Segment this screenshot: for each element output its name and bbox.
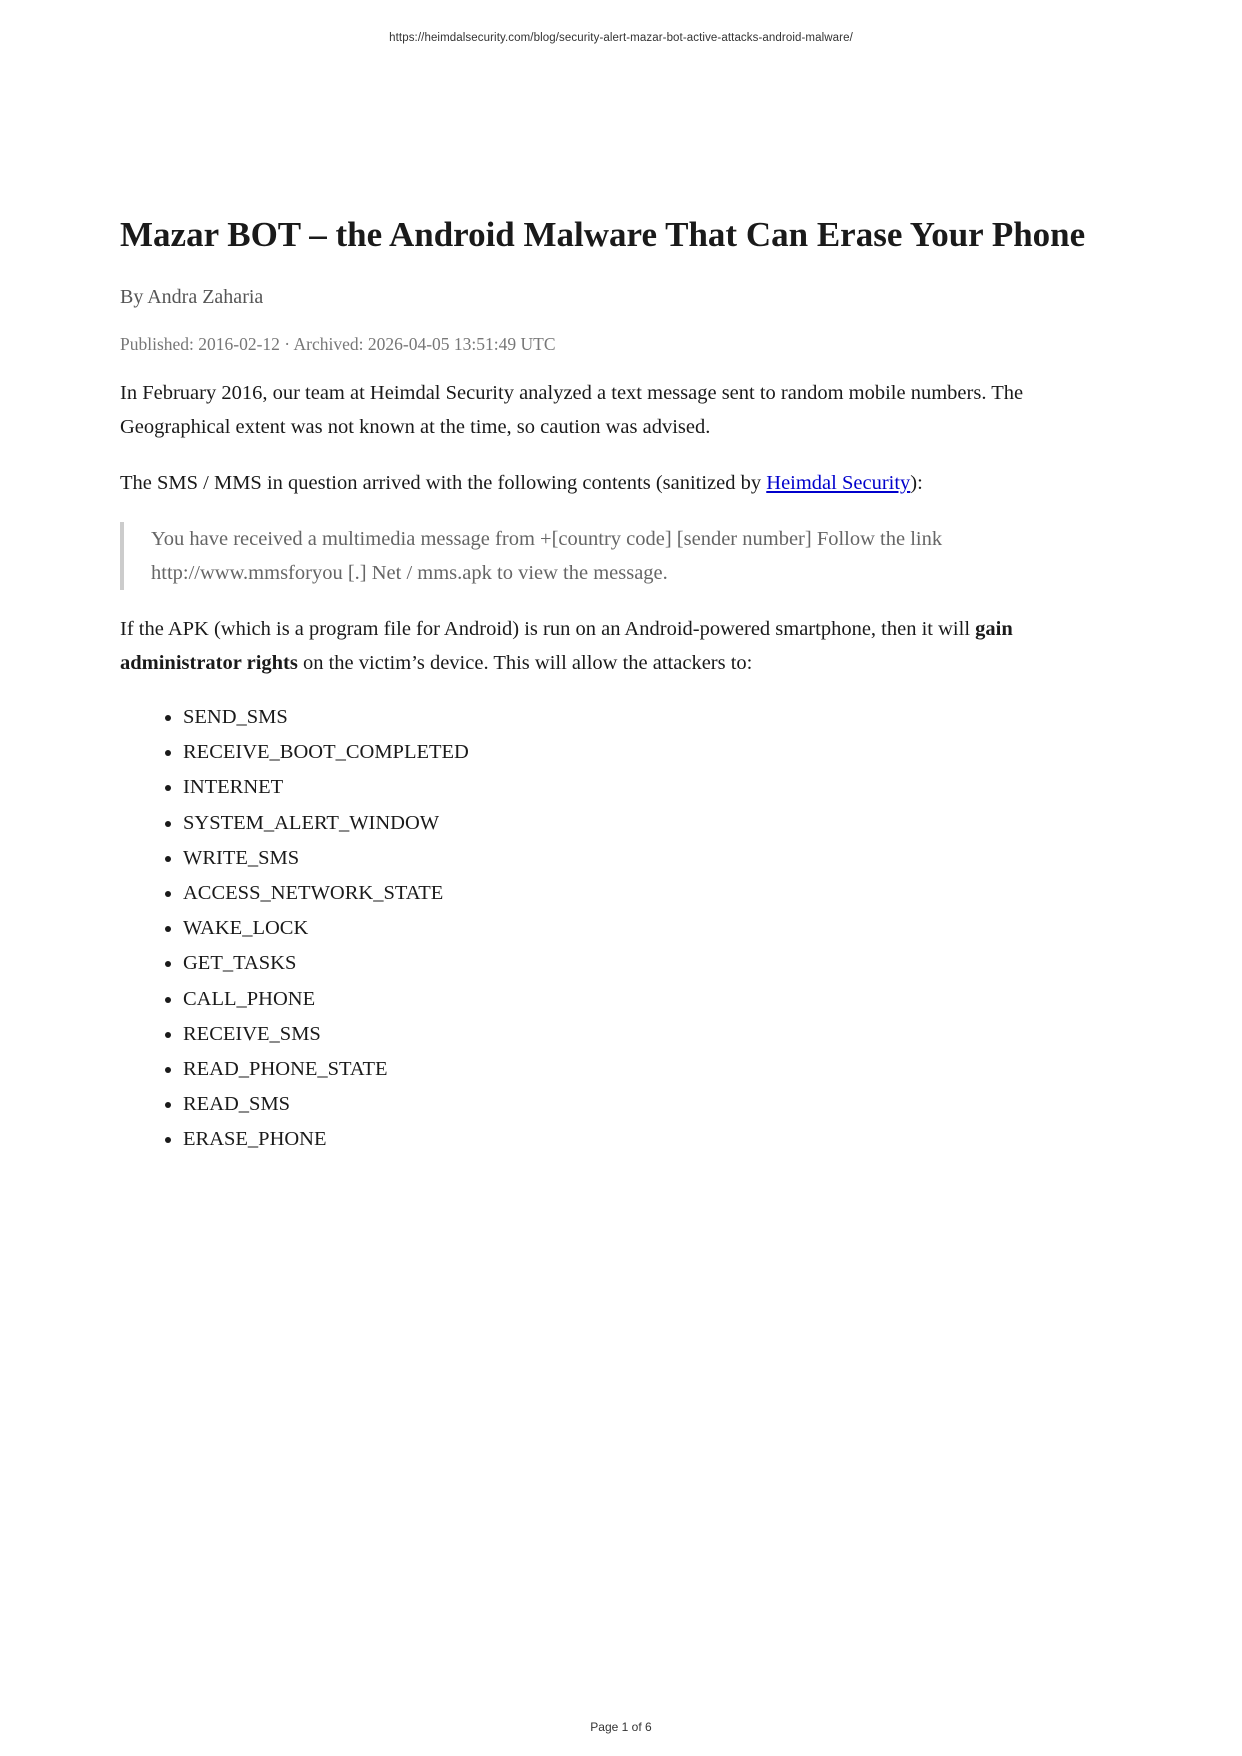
list-item: • WAKE_LOCK [183, 911, 1120, 946]
heimdal-security-link[interactable]: Heimdal Security [766, 472, 911, 494]
page-url-header: https://heimdalsecurity.com/blog/security-alert-mazar-bot-active-attacks-android-malware/ [389, 32, 853, 44]
list-item: • READ_PHONE_STATE [183, 1052, 1120, 1087]
sms-paragraph-text-before: The SMS / MMS in question arrived with the following contents (sanitized by [120, 472, 767, 494]
sms-paragraph [120, 466, 1120, 500]
list-item: • RECEIVE_BOOT_COMPLETED [183, 735, 1120, 770]
apk-paragraph-bold: gain administrator rights [120, 618, 1013, 674]
list-item: • SYSTEM_ALERT_WINDOW [183, 806, 1120, 841]
sms-paragraph-text-after: ): [910, 472, 923, 494]
permissions-list [120, 700, 1120, 1158]
article-byline: By Andra Zaharia [120, 286, 264, 308]
sms-quote: You have received a multimedia message from +[country code] [sender number] Follow the link http://www.mmsforyou [.] Net / mms.apk to view the message. [120, 522, 1120, 590]
article-title: Mazar BOT – the Android Malware That Can Erase Your Phone [120, 215, 1086, 254]
apk-paragraph [120, 612, 1120, 680]
list-item: • CALL_PHONE [183, 982, 1120, 1017]
list-item: • GET_TASKS [183, 946, 1120, 981]
list-item: • ACCESS_NETWORK_STATE [183, 876, 1120, 911]
list-item: • INTERNET [183, 770, 1120, 805]
list-item: • RECEIVE_SMS [183, 1017, 1120, 1052]
intro-paragraph: In February 2016, our team at Heimdal Security analyzed a text message sent to random mobile numbers. The Geographical extent was not known at the time, so caution was advised. [120, 382, 1024, 438]
list-item: • ERASE_PHONE [183, 1122, 1120, 1157]
article [120, 213, 1120, 1158]
apk-paragraph-text-before: If the APK (which is a program file for Android) is run on an Android-powered smartphone, then it will [120, 618, 976, 640]
list-item: • READ_SMS [183, 1087, 1120, 1122]
list-item: • WRITE_SMS [183, 841, 1120, 876]
list-item: • SEND_SMS [183, 700, 1120, 735]
article-meta: Published: 2016-02-12 · Archived: 2026-04-05 13:51:49 UTC [120, 334, 556, 354]
page-number-footer: Page 1 of 6 [590, 1720, 652, 1734]
apk-paragraph-text-after: on the victim’s device. This will allow the attackers to: [297, 652, 753, 674]
